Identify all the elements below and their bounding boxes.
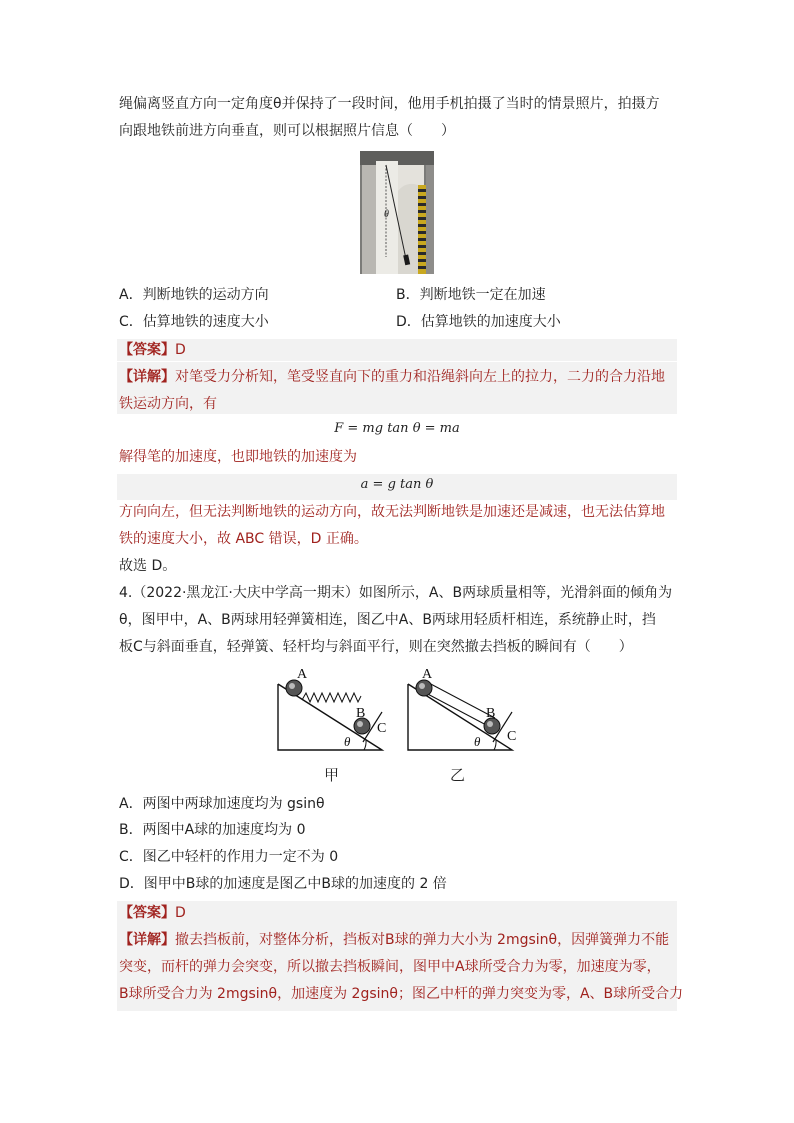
q3-explain-text-1: 对笔受力分析知，笔受竖直向下的重力和沿绳斜向左上的拉力，二力的合力沿地 — [175, 369, 665, 385]
figure-jia — [270, 664, 395, 756]
figure-yi-caption: 乙 — [450, 766, 466, 784]
q3-explain-tag: 【详解】 — [119, 369, 175, 385]
figure-jia-caption: 甲 — [324, 766, 340, 784]
q3-option-a: A．判断地铁的运动方向 — [119, 287, 269, 303]
yi-label-theta: θ — [474, 734, 481, 749]
q4-explain-line-3: B球所受合力为 2mgsinθ，加速度为 2gsinθ；图乙中杆的弹力突变为零，A、B球所受合力 — [119, 986, 684, 1002]
jia-label-b: B — [356, 706, 366, 721]
q4-answer-tag: 【答案】 — [119, 905, 175, 921]
q3-explain-line-1 — [119, 367, 665, 387]
q3-explain-line-4: 方向向左，但无法判断地铁的运动方向，故无法判断地铁是加速还是减速，也无法估算地 — [119, 504, 665, 520]
q3-explain-line-2: 铁运动方向，有 — [119, 396, 217, 412]
q3-option-c: C．估算地铁的速度大小 — [119, 314, 269, 330]
q3-explain-line-5: 铁的速度大小，故 ABC 错误，D 正确。 — [119, 531, 368, 547]
q4-explain-line-1 — [119, 930, 669, 950]
q4-answer-value: D — [175, 905, 186, 921]
q3-formula-1: F = mg tan θ = ma — [334, 421, 460, 436]
q3-options-row-1 — [119, 285, 679, 305]
photo-theta-label: θ — [384, 209, 389, 220]
q4-stem-line-2: θ，图甲中，A、B两球用轻弹簧相连，图乙中A、B两球用轻质杆相连，系统静止时，挡 — [119, 612, 656, 628]
figure-yi — [400, 664, 525, 756]
q4-stem-line-1: 4.（2022·黑龙江·大庆中学高一期末）如图所示，A、B两球质量相等，光滑斜面的倾角为 — [119, 585, 673, 601]
q3-stem-line-2: 向跟地铁前进方向垂直，则可以根据照片信息（ ） — [119, 123, 455, 139]
q3-option-b: B．判断地铁一定在加速 — [396, 287, 546, 303]
q3-answer-shade — [117, 339, 677, 361]
q4-stem-line-3: 板C与斜面垂直，轻弹簧、轻杆均与斜面平行，则在突然撤去挡板的瞬间有（ ） — [119, 639, 633, 655]
jia-label-a: A — [297, 667, 308, 682]
q3-option-d: D．估算地铁的加速度大小 — [396, 314, 561, 330]
q3-conclusion: 故选 D。 — [119, 558, 177, 574]
q3-answer-tag: 【答案】 — [119, 342, 175, 358]
q3-explain-line-3: 解得笔的加速度，也即地铁的加速度为 — [119, 449, 357, 465]
yi-label-a: A — [422, 667, 433, 682]
yi-label-c: C — [507, 729, 517, 744]
jia-label-c: C — [377, 721, 387, 736]
subway-photo — [360, 151, 434, 274]
q3-answer-value: D — [175, 342, 186, 358]
q4-option-d: D．图甲中B球的加速度是图乙中B球的加速度的 2 倍 — [119, 876, 447, 892]
q3-answer — [119, 340, 186, 360]
q4-explain-line-2: 突变，而杆的弹力会突变，所以撤去挡板瞬间，图甲中A球所受合力为零，加速度为零， — [119, 959, 661, 975]
yi-label-b: B — [486, 706, 496, 721]
q3-options-row-2 — [119, 312, 679, 332]
jia-label-theta: θ — [344, 734, 351, 749]
q3-stem-line-1: 绳偏离竖直方向一定角度θ并保持了一段时间，他用手机拍摄了当时的情景照片，拍摄方 — [119, 96, 660, 112]
q4-option-b: B．两图中A球的加速度均为 0 — [119, 822, 306, 838]
q4-explain-text-1: 撤去挡板前，对整体分析，挡板对B球的弹力大小为 2mgsinθ，因弹簧弹力不能 — [175, 932, 670, 948]
q4-explain-tag: 【详解】 — [119, 932, 175, 948]
q3-formula-2: a = g tan θ — [360, 477, 434, 492]
q4-option-a: A．两图中两球加速度均为 gsinθ — [119, 796, 325, 812]
q4-answer — [119, 903, 186, 923]
q4-option-c: C．图乙中轻杆的作用力一定不为 0 — [119, 849, 339, 865]
